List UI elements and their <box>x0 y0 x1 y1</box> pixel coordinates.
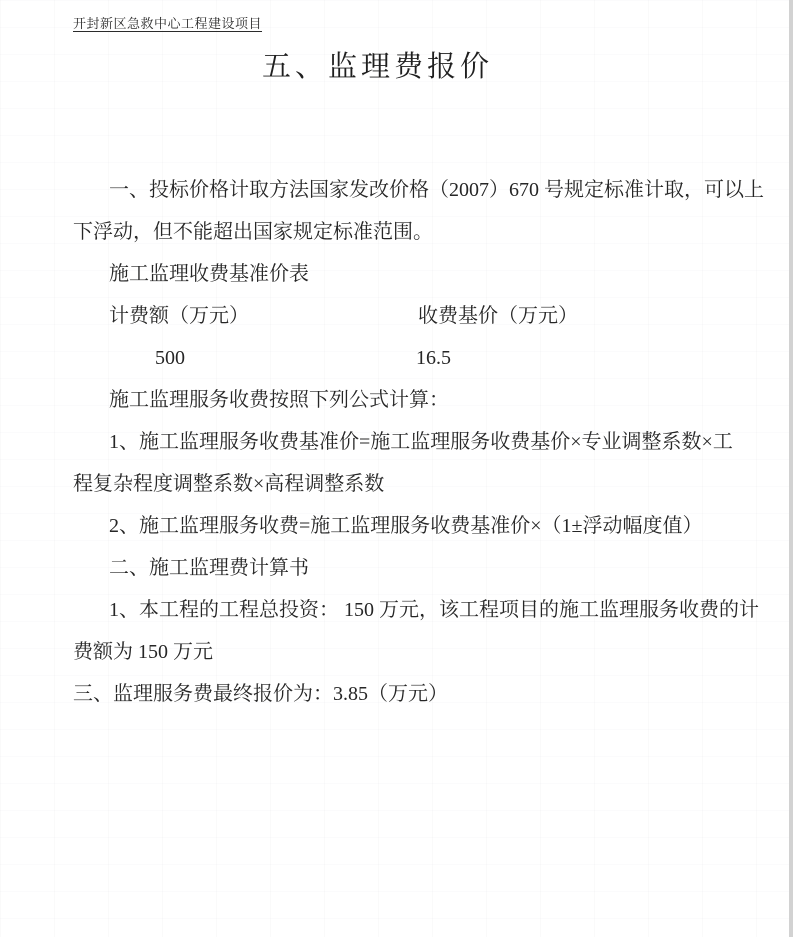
fee-table-col2-header: 收费基价（万元） <box>418 305 578 327</box>
fee-table-col1-header: 计费额（万元） <box>109 305 249 327</box>
calculation-line-1: 1、本工程的工程总投资： 150 万元，该工程项目的施工监理服务收费的计 <box>109 599 759 621</box>
project-name-header: 开封新区急救中心工程建设项目 <box>73 16 263 31</box>
intro-paragraph-line-2: 下浮动，但不能超出国家规定标准范围。 <box>73 221 433 243</box>
intro-paragraph-line-1: 一、投标价格计取方法国家发改价格（2007）670 号规定标准计取，可以上 <box>109 179 764 201</box>
formula-intro-line: 施工监理服务收费按照下列公式计算： <box>109 389 449 411</box>
calculation-line-2: 费额为 150 万元 <box>73 641 213 663</box>
formula-1-line-1: 1、施工监理服务收费基准价=施工监理服务收费基价×专业调整系数×工 <box>109 431 733 453</box>
fee-table-col1-value: 500 <box>155 347 185 369</box>
final-quote-line: 三、监理服务费最终报价为：3.85（万元） <box>73 683 448 705</box>
formula-2-line: 2、施工监理服务收费=施工监理服务收费基准价×（1±浮动幅度值） <box>109 515 703 537</box>
section-2-heading: 二、施工监理费计算书 <box>109 557 309 579</box>
fee-table-header-row <box>73 295 729 337</box>
document-body <box>73 169 764 715</box>
fee-base-table-caption: 施工监理收费基准价表 <box>109 263 309 285</box>
fee-table-col2-value: 16.5 <box>416 347 451 369</box>
page-right-edge-strip <box>789 0 793 937</box>
fee-table-value-row <box>73 337 729 379</box>
page-title: 五、监理费报价 <box>262 51 494 83</box>
formula-1-line-2: 程复杂程度调整系数×高程调整系数 <box>73 473 385 495</box>
